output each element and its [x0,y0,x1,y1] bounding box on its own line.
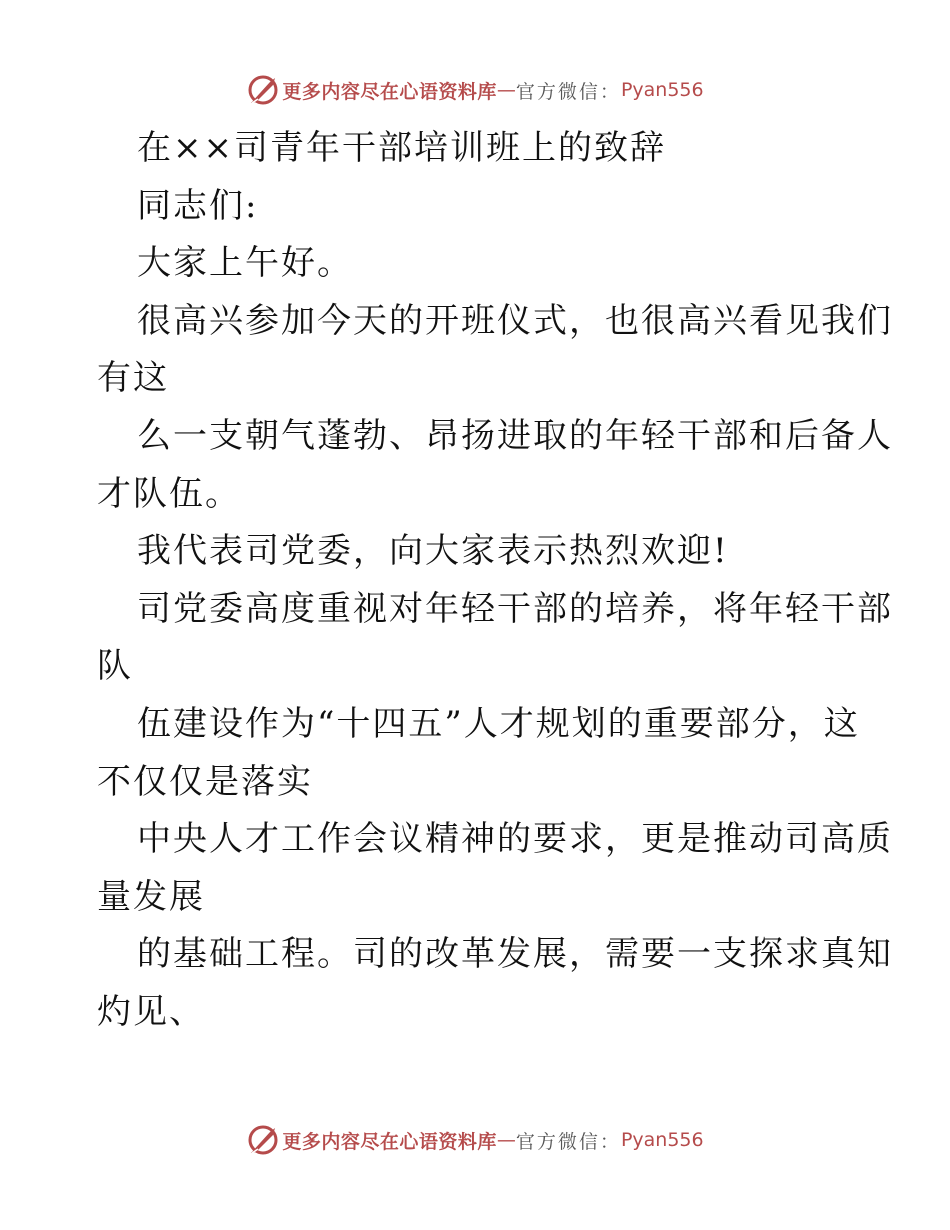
watermark-wechat-label: 官方微信： [515,1130,621,1153]
doc-line: 不仅仅是落实 [97,761,313,802]
doc-line: 有这 [97,358,169,399]
doc-line: 才队伍。 [97,473,241,514]
doc-line: 队 [97,646,133,687]
watermark-dash: — [496,79,516,101]
watermark-main-text: 更多内容尽在心语资料库 [282,80,497,103]
doc-line: 么一支朝气蓬勃、昂扬进取的年轻干部和后备人 [137,415,893,456]
watermark-wechat-id: Pyan556 [620,1129,704,1151]
doc-line: 量发展 [97,876,205,917]
watermark-wechat-id: Pyan556 [620,79,704,101]
doc-line: 中央人才工作会议精神的要求，更是推动司高质 [137,819,893,860]
watermark-dash: — [496,1129,516,1151]
quill-pen-logo-icon [246,73,280,107]
doc-line: 司党委高度重视对年轻干部的培养，将年轻干部 [137,588,893,629]
watermark-banner-top [0,70,950,110]
doc-line: 大家上午好。 [137,243,353,284]
doc-line: 很高兴参加今天的开班仪式，也很高兴看见我们 [137,300,893,341]
document-body [97,120,893,1042]
watermark-wechat-label: 官方微信： [515,80,621,103]
quill-pen-logo-icon [246,1123,280,1157]
doc-title: 在××司青年干部培训班上的致辞 [137,128,666,168]
doc-line: 我代表司党委，向大家表示热烈欢迎! [137,531,729,572]
doc-line: 伍建设作为“十四五”人才规划的重要部分，这 [137,703,860,744]
doc-line: 同志们: [137,185,259,226]
doc-line: 灼见、 [97,991,205,1032]
watermark-main-text: 更多内容尽在心语资料库 [282,1130,497,1153]
doc-line: 的基础工程。司的改革发展，需要一支探求真知 [137,934,893,975]
watermark-banner-bottom [0,1120,950,1160]
